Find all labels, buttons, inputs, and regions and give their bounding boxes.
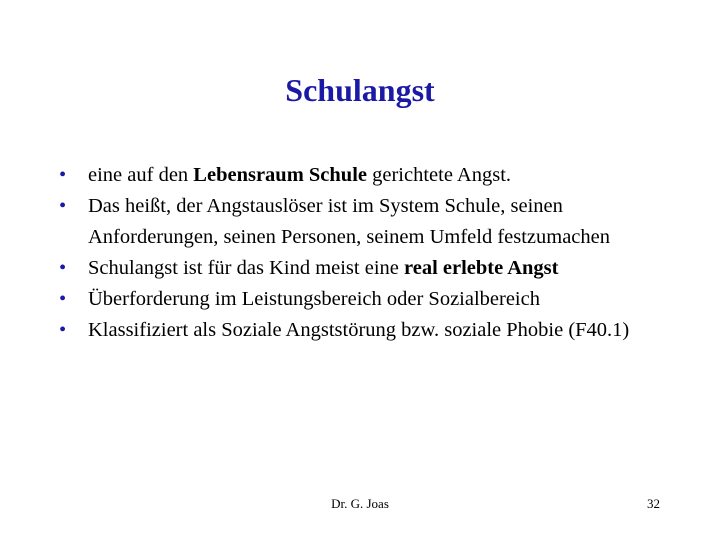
bullet-text — [88, 164, 511, 186]
bullet-text-bold: real erlebte Angst — [404, 257, 559, 279]
bullet-text — [88, 319, 629, 341]
footer-author: Dr. G. Joas — [331, 496, 389, 511]
bullet-text-part: gerichtete Angst. — [367, 164, 512, 186]
page-number: 32 — [647, 496, 660, 511]
bullet-text — [88, 288, 540, 310]
bullet-text — [88, 195, 610, 248]
bullet-text-bold: Lebensraum Schule — [193, 164, 367, 186]
bullet-text-part: Schulangst ist für das Kind meist eine — [88, 257, 404, 279]
bullet-list — [56, 160, 676, 346]
bullet-item — [56, 315, 676, 346]
bullet-dot-icon: • — [59, 195, 67, 217]
bullet-item — [56, 253, 676, 284]
bullet-dot-icon: • — [59, 288, 67, 310]
bullet-text-part: Klassifiziert als Soziale Angststörung bzw. soziale Phobie (F40.1) — [88, 319, 630, 341]
bullet-text-part: eine auf den — [88, 164, 194, 186]
bullet-text-part: Überforderung im Leistungsbereich oder Sozialbereich — [88, 288, 540, 310]
bullet-item — [56, 284, 676, 315]
bullet-item — [56, 160, 676, 191]
slide-title: Schulangst — [285, 72, 435, 108]
bullet-text-part: Das heißt, der Angstauslöser ist im System Schule, seinen Anforderungen, seinen Personen, seinem Umfeld festzumachen — [88, 195, 611, 248]
bullet-dot-icon: • — [59, 257, 67, 279]
bullet-item — [56, 191, 676, 253]
bullet-dot-icon: • — [59, 164, 67, 186]
bullet-dot-icon: • — [59, 319, 67, 341]
bullet-text — [88, 257, 558, 279]
